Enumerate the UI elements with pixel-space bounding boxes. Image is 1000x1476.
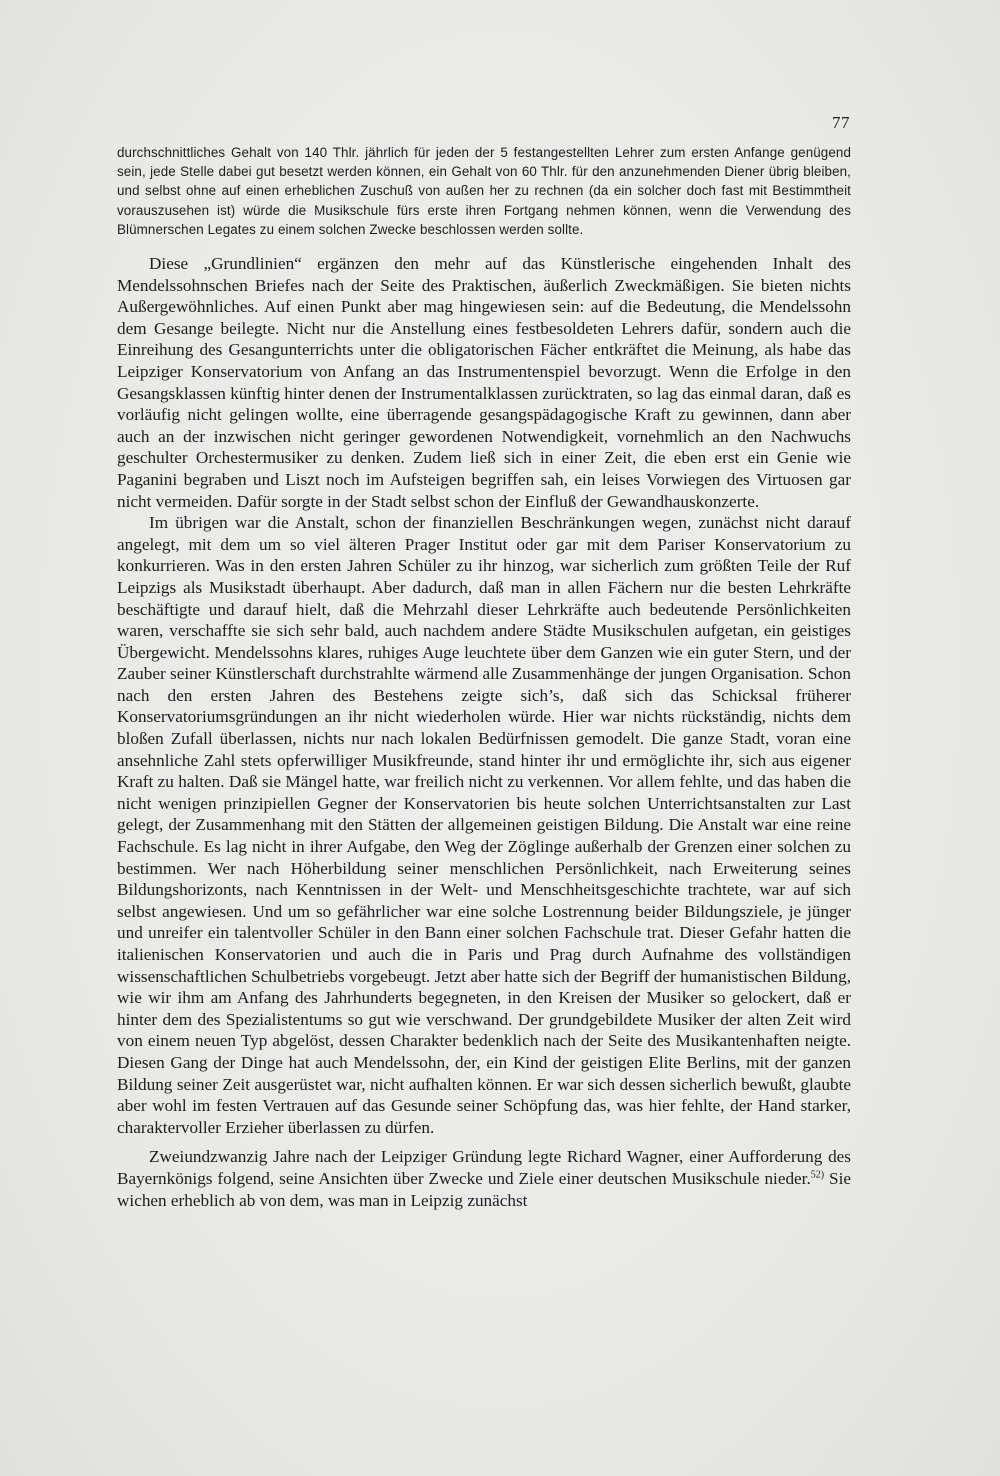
paragraph-3-text: Zweiundzwanzig Jahre nach der Leipziger Gründung legte Richard Wagner, einer Aufforderung des Bayernkönigs folgend, seine Ansichten über Zwecke und Ziele einer deutschen Musikschule nieder. (117, 1147, 851, 1188)
paragraph-3-continuation: Sie wichen erheblich ab von dem, was man in Leipzig zunächst (117, 1168, 851, 1210)
note-paragraph: durchschnittliches Gehalt von 140 Thlr. jährlich für jeden der 5 festangestellten Lehrer zum ersten Anfange genügend sein, jede Stelle dabei gut besetzt werden können, ein Gehalt von 60 Thlr. für den anzunehmenden Diener übrig bleiben, und selbst ohne auf einen erheblichen Zuschuß von außen her zu rechnen (da ein solcher doch fast mit Bestimmtheit vorauszusehen ist) würde die Musikschule fürs erste ihren Fortgang nehmen können, wenn die Verwendung des Blümnerschen Legates zu einem solchen Zwecke beschlossen werden sollte. (117, 145, 851, 237)
footnote-reference: 52) (810, 1169, 825, 1181)
body-paragraph-1: Diese „Grundlinien“ ergänzen den mehr auf das Künstlerische eingehenden Inhalt des Mendelssohnschen Briefes nach der Seite des Praktischen, äußerlich Zweckmäßigen. Sie bieten nichts Außergewöhnliches. Auf einen Punkt aber mag hingewiesen sein: auf die Bedeutung, die Mendelssohn dem Gesange beilegte. Nicht nur die Anstellung eines festbesoldeten Lehrers dafür, sondern auch die Einreihung des Gesangunterrichts unter die obligatorischen Fächer entkräftet die Meinung, als habe das Leipziger Konservatorium von Anfang an das Instrumentenspiel bevorzugt. Wenn die Erfolge in den Gesangsklassen künftig hinter denen der Instrumentalklassen zurücktraten, so lag das einmal daran, daß es vorläufig nicht gelingen wollte, eine überragende gesangspädagogische Kraft zu gewinnen, dann aber auch an der inzwischen nicht geringer gewordenen Notwendigkeit, vornehmlich an den Nachwuchs geschulter Orchestermusiker zu denken. Zudem ließ sich in einer Zeit, die eben erst ein Genie wie Paganini begraben und Liszt noch im Aufsteigen begriffen sah, ein leises Vorwiegen des Virtuosen gar nicht vermeiden. Dafür sorgte in der Stadt selbst schon der Einfluß der Gewandhauskonzerte. (117, 254, 851, 511)
page-body (117, 143, 851, 1211)
body-paragraph-2: Im übrigen war die Anstalt, schon der finanziellen Beschränkungen wegen, zunächst nicht darauf angelegt, mit dem um so viel älteren Prager Institut oder gar mit dem Pariser Konservatorium zu konkurrieren. Was in den ersten Jahren Schüler zu ihr hinzog, war sicherlich zum größten Teile der Ruf Leipzigs als Musikstadt überhaupt. Aber dadurch, daß man in allen Fächern nur die besten Lehrkräfte beschäftigte und darauf hielt, daß die Mehrzahl dieser Lehrkräfte auch bedeutende Persönlichkeiten waren, verschaffte sie sich sehr bald, auch nachdem andere Städte Musikschulen aufgetan, ein geistiges Übergewicht. Mendelssohns klares, ruhiges Auge leuchtete über dem Ganzen wie ein guter Stern, und der Zauber seiner Künstlerschaft durchstrahlte wärmend alle Zusammenhänge der jungen Organisation. Schon nach den ersten Jahren des Bestehens zeigte sich’s, daß sich das Schicksal früherer Konservatoriumsgründungen an ihr nicht wiederholen würde. Hier war nichts rückständig, nichts dem bloßen Zufall überlassen, nichts nur nach lokalen Bedürfnissen gemodelt. Die ganze Stadt, voran eine ansehnliche Zahl stets opferwilliger Musikfreunde, stand hinter ihr und ermöglichte ihr, sich aus eigener Kraft zu halten. Daß sie Mängel hatte, war freilich nicht zu verkennen. Vor allem fehlte, und das haben die nicht wenigen prinzipiellen Gegner der Konservatorien bis heute solchen Unterrichtsanstalten zur Last gelegt, der Zusammenhang mit den Stätten der allgemeinen geistigen Bildung. Die Anstalt war eine reine Fachschule. Es lag nicht in ihrer Aufgabe, den Weg der Zöglinge außerhalb der Grenzen einer solchen zu bestimmen. Wer nach Höherbildung seiner menschlichen Persönlichkeit, nach Erweiterung seines Bildungshorizonts, nach Kenntnissen in der Welt- und Menschheitsgeschichte trachtete, war auf sich selbst angewiesen. Und um so gefährlicher war eine solche Lostrennung beider Bildungsziele, je jünger und unreifer ein talentvoller Schüler in den Bann einer solchen Fachschule trat. Dieser Gefahr hatten die italienischen Konservatorien und auch die in Paris und Prag durch Aufnahme des vollständigen wissenschaftlichen Schulbetriebs vorgebeugt. Jetzt aber hatte sich der Begriff der humanistischen Bildung, wie wir ihm am Anfang des Jahrhunderts begegneten, in den Kreisen der Musiker so gelockert, daß er hinter dem des Spezialistentums so gut wie verschwand. Der grundgebildete Musiker der alten Zeit wird von einem neuen Typ abgelöst, dessen Charakter bedenklich nach der Seite des Musikantenhaften neigte. Diesen Gang der Dinge hat auch Mendelssohn, der, ein Kind der geistigen Elite Berlins, mit der ganzen Bildung seiner Zeit ausgerüstet war, nicht aufhalten können. Er war sich dessen sicherlich bewußt, glaubte aber wohl im festen Vertrauen auf das Gesunde seiner Schöpfung das, was hier fehlte, der Hand starker, charaktervoller Erzieher überlassen zu dürfen. (117, 513, 851, 1137)
page-number: 77 (832, 113, 850, 132)
body-paragraph-3 (117, 1146, 851, 1211)
